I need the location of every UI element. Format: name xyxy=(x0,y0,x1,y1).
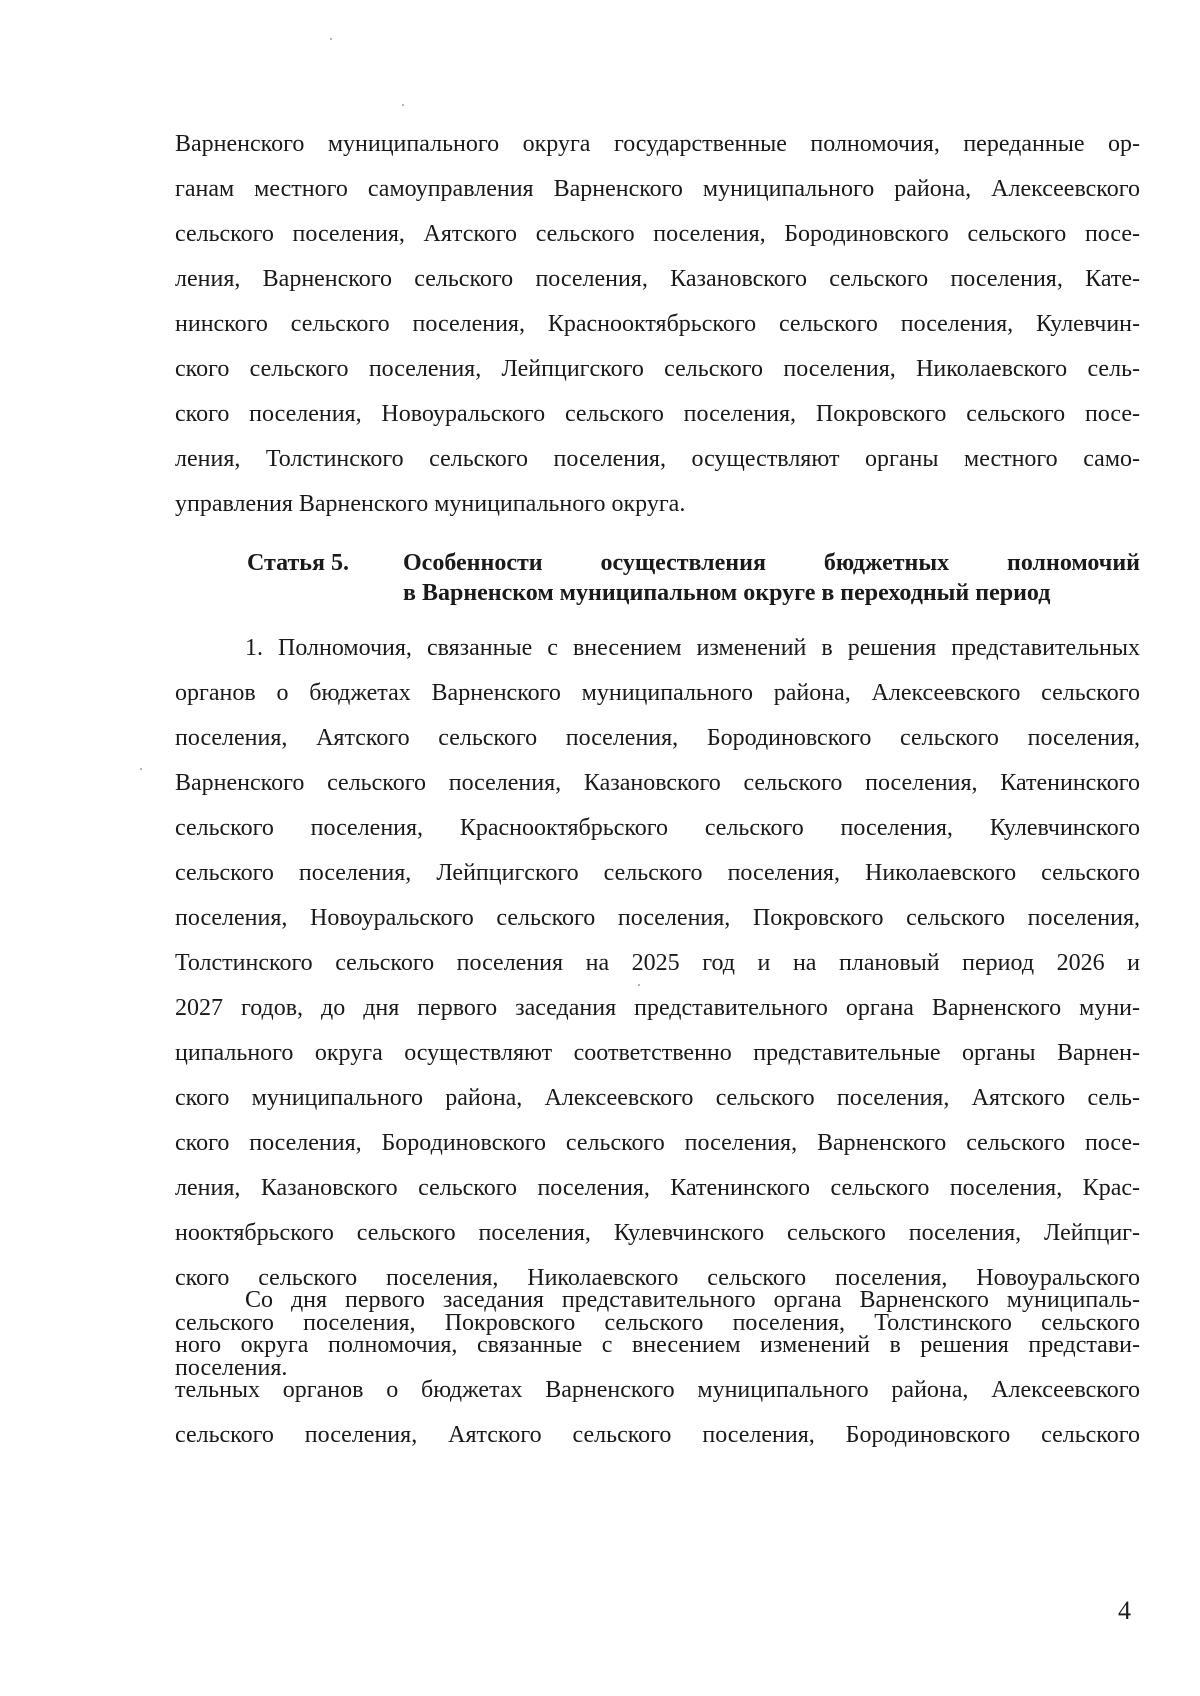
scan-speck xyxy=(140,768,142,770)
text-line: поселения, Аятского сельского поселения, Бородиновского сельского поселения, xyxy=(175,725,1140,751)
text-line: ского муниципального района, Алексеевского сельского поселения, Аятского сель- xyxy=(175,1085,1140,1111)
text-line: сельского поселения, Аятского сельского поселения, Бородиновского сельского посе- xyxy=(175,221,1140,247)
paragraph-2 xyxy=(175,1278,1140,1458)
text-line: Варненского сельского поселения, Казановского сельского поселения, Катенинского xyxy=(175,770,1140,796)
text-line: ного округа полномочия, связанные с внесением изменений в решения представи- xyxy=(175,1332,1140,1358)
text-line: ления, Казановского сельского поселения, Катенинского сельского поселения, Крас- xyxy=(175,1175,1140,1201)
text-line: поселения, Новоуральского сельского поселения, Покровского сельского поселения, xyxy=(175,905,1140,931)
text-line: нооктябрьского сельского поселения, Кулевчинского сельского поселения, Лейпциг- xyxy=(175,1220,1140,1246)
article-title-line: в Варненском муниципальном округе в переходный период xyxy=(403,580,1051,606)
text-line: органов о бюджетах Варненского муниципального района, Алексеевского сельского xyxy=(175,680,1140,706)
text-line: Толстинского сельского поселения на 2025 год и на плановый период 2026 и xyxy=(175,950,1140,976)
page-number: 4 xyxy=(1118,1596,1131,1625)
text-line: ского сельского поселения, Николаевского сельского поселения, Новоуральского xyxy=(175,1265,1140,1291)
text-line: Со дня первого заседания представительного органа Варненского муниципаль- xyxy=(245,1287,1140,1313)
text-line: сельского поселения, Покровского сельского поселения, Толстинского сельского xyxy=(175,1310,1140,1336)
article-title xyxy=(403,548,1140,608)
text-line: ганам местного самоуправления Варненского муниципального района, Алексеевского xyxy=(175,176,1140,202)
text-line: сельского поселения, Аятского сельского поселения, Бородиновского сельского xyxy=(175,1422,1140,1448)
text-line: ципального округа осуществляют соответственно представительные органы Варнен- xyxy=(175,1040,1140,1066)
paragraph-continuation xyxy=(175,122,1140,527)
scan-speck xyxy=(330,38,332,40)
text-line: нинского сельского поселения, Краснооктябрьского сельского поселения, Кулевчин- xyxy=(175,311,1140,337)
text-line: ского поселения, Новоуральского сельского поселения, Покровского сельского посе- xyxy=(175,401,1140,427)
text-line: ления, Толстинского сельского поселения, осуществляют органы местного само- xyxy=(175,446,1140,472)
article-label: Статья 5. xyxy=(247,550,349,576)
text-line: ского сельского поселения, Лейпцигского сельского поселения, Николаевского сель- xyxy=(175,356,1140,382)
text-line: тельных органов о бюджетах Варненского муниципального района, Алексеевского xyxy=(175,1377,1140,1403)
text-line: ления, Варненского сельского поселения, Казановского сельского поселения, Кате- xyxy=(175,266,1140,292)
article-title-line: Особенности осуществления бюджетных полномочий xyxy=(403,550,1140,576)
text-line: 1. Полномочия, связанные с внесением изменений в решения представительных xyxy=(245,635,1140,661)
text-line: ского поселения, Бородиновского сельского поселения, Варненского сельского посе- xyxy=(175,1130,1140,1156)
text-line: сельского поселения, Лейпцигского сельского поселения, Николаевского сельского xyxy=(175,860,1140,886)
text-line: поселения. xyxy=(175,1355,288,1381)
text-line: Варненского муниципального округа государственные полномочия, переданные ор- xyxy=(175,131,1140,157)
scan-speck xyxy=(402,104,404,106)
text-line: сельского поселения, Краснооктябрьского сельского поселения, Кулевчинского xyxy=(175,815,1140,841)
text-line: 2027 годов, до дня первого заседания представительного органа Варненского муни- xyxy=(175,995,1140,1021)
paragraph-1 xyxy=(175,626,1140,1391)
text-line: управления Варненского муниципального округа. xyxy=(175,491,686,517)
